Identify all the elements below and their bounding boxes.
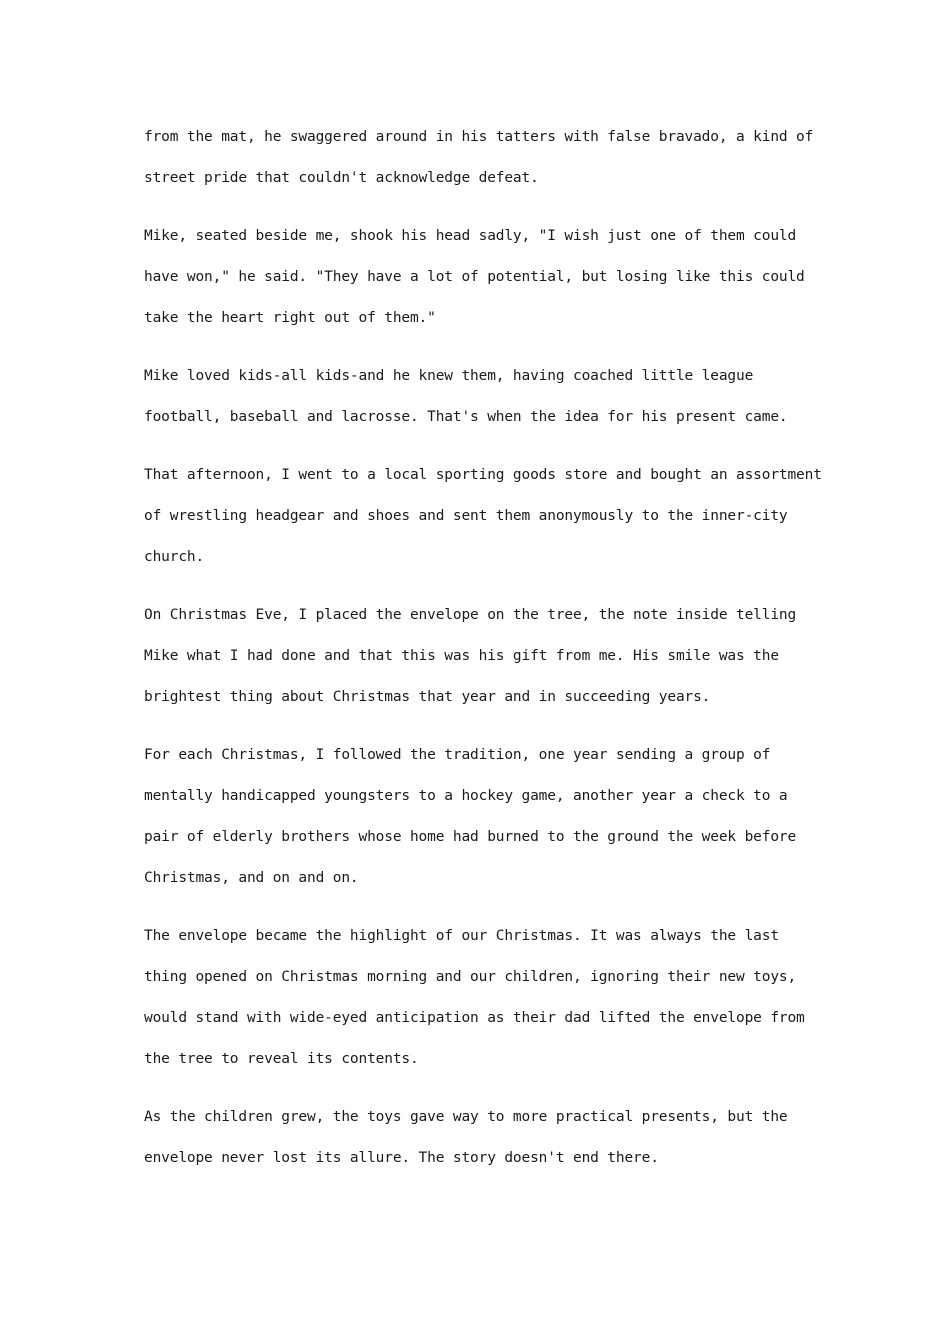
text-line: street pride that couldn't acknowledge defeat. <box>144 170 539 186</box>
paragraph <box>144 117 824 199</box>
text-line: Mike loved kids-all kids-and he knew them, having coached little league <box>144 368 754 384</box>
paragraph <box>144 735 824 899</box>
paragraph <box>144 216 824 339</box>
paragraph <box>144 1097 824 1179</box>
text-line: The envelope became the highlight of our Christmas. It was always the last <box>144 928 779 944</box>
text-line: Mike what I had done and that this was his gift from me. His smile was the <box>144 648 779 664</box>
text-line: football, baseball and lacrosse. That's when the idea for his present came. <box>144 409 788 425</box>
text-line: envelope never lost its allure. The story doesn't end there. <box>144 1150 659 1166</box>
text-line: On Christmas Eve, I placed the envelope on the tree, the note inside telling <box>144 607 797 623</box>
text-line: brightest thing about Christmas that year and in succeeding years. <box>144 689 711 705</box>
text-line: have won," he said. "They have a lot of potential, but losing like this could <box>144 269 805 285</box>
paragraph <box>144 356 824 438</box>
text-line: thing opened on Christmas morning and our children, ignoring their new toys, <box>144 969 797 985</box>
text-line: of wrestling headgear and shoes and sent them anonymously to the inner-city <box>144 508 788 524</box>
document-body <box>144 117 824 1196</box>
paragraph <box>144 916 824 1080</box>
text-line: Christmas, and on and on. <box>144 870 359 886</box>
text-line: take the heart right out of them." <box>144 310 436 326</box>
text-line: Mike, seated beside me, shook his head sadly, "I wish just one of them could <box>144 228 797 244</box>
paragraph <box>144 595 824 718</box>
text-line: pair of elderly brothers whose home had burned to the ground the week before <box>144 829 797 845</box>
text-line: That afternoon, I went to a local sporting goods store and bought an assortment <box>144 467 822 483</box>
text-line: would stand with wide-eyed anticipation as their dad lifted the envelope from <box>144 1010 805 1026</box>
text-line: the tree to reveal its contents. <box>144 1051 419 1067</box>
text-line: As the children grew, the toys gave way to more practical presents, but the <box>144 1109 788 1125</box>
text-line: from the mat, he swaggered around in his tatters with false bravado, a kind of <box>144 129 814 145</box>
text-line: mentally handicapped youngsters to a hockey game, another year a check to a <box>144 788 788 804</box>
paragraph <box>144 455 824 578</box>
text-line: church. <box>144 549 205 565</box>
text-line: For each Christmas, I followed the tradition, one year sending a group of <box>144 747 771 763</box>
